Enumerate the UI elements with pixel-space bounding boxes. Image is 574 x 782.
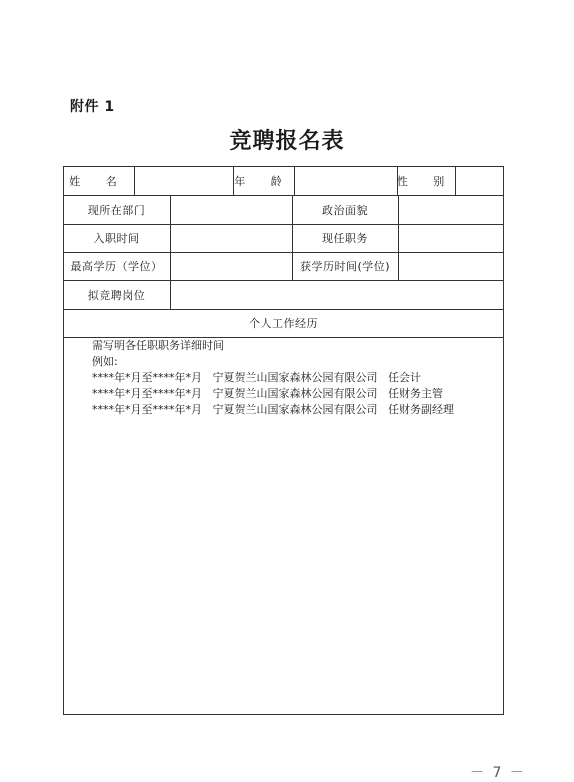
gender-value[interactable] (455, 166, 504, 195)
example-entry: ****年*月至****年*月 宁夏贺兰山国家森林公园有限公司 任财务主管 (92, 387, 443, 400)
name-label: 姓 名 (69, 174, 128, 188)
department-label: 现所在部门 (87, 203, 146, 217)
example-entry: ****年*月至****年*月 宁夏贺兰山国家森林公园有限公司 任财务副经理 (92, 403, 454, 416)
degree-time-value[interactable] (398, 252, 504, 280)
education-label: 最高学历（学位） (70, 260, 163, 273)
target-position-label: 拟竞聘岗位 (87, 288, 146, 302)
education-value[interactable] (170, 252, 292, 280)
political-status-label: 政治面貌 (322, 203, 368, 217)
entry-time-value[interactable] (170, 224, 292, 252)
example-entry: ****年*月至****年*月 宁夏贺兰山国家森林公园有限公司 任会计 (92, 371, 421, 384)
current-position-value[interactable] (398, 224, 504, 252)
degree-time-label: 获学历时间(学位) (299, 260, 391, 273)
target-position-value[interactable] (170, 280, 504, 309)
department-value[interactable] (170, 195, 292, 224)
example-label: 例如: (92, 355, 118, 368)
age-label: 年 龄 (234, 174, 293, 188)
entry-time-label: 入职时间 (93, 232, 140, 245)
work-history-content[interactable] (92, 338, 454, 418)
current-position-label: 现任职务 (322, 232, 368, 245)
document-title: 竞聘报名表 (229, 128, 345, 154)
name-value[interactable] (134, 166, 233, 195)
political-status-value[interactable] (398, 195, 504, 224)
age-value[interactable] (294, 166, 397, 195)
gender-label: 性 别 (396, 174, 456, 188)
work-history-instruction: 需写明各任职职务详细时间 (92, 339, 224, 352)
attachment-label: 附件 1 (70, 99, 115, 115)
page-number: － 7 － (470, 765, 526, 781)
work-history-heading: 个人工作经历 (249, 317, 318, 330)
